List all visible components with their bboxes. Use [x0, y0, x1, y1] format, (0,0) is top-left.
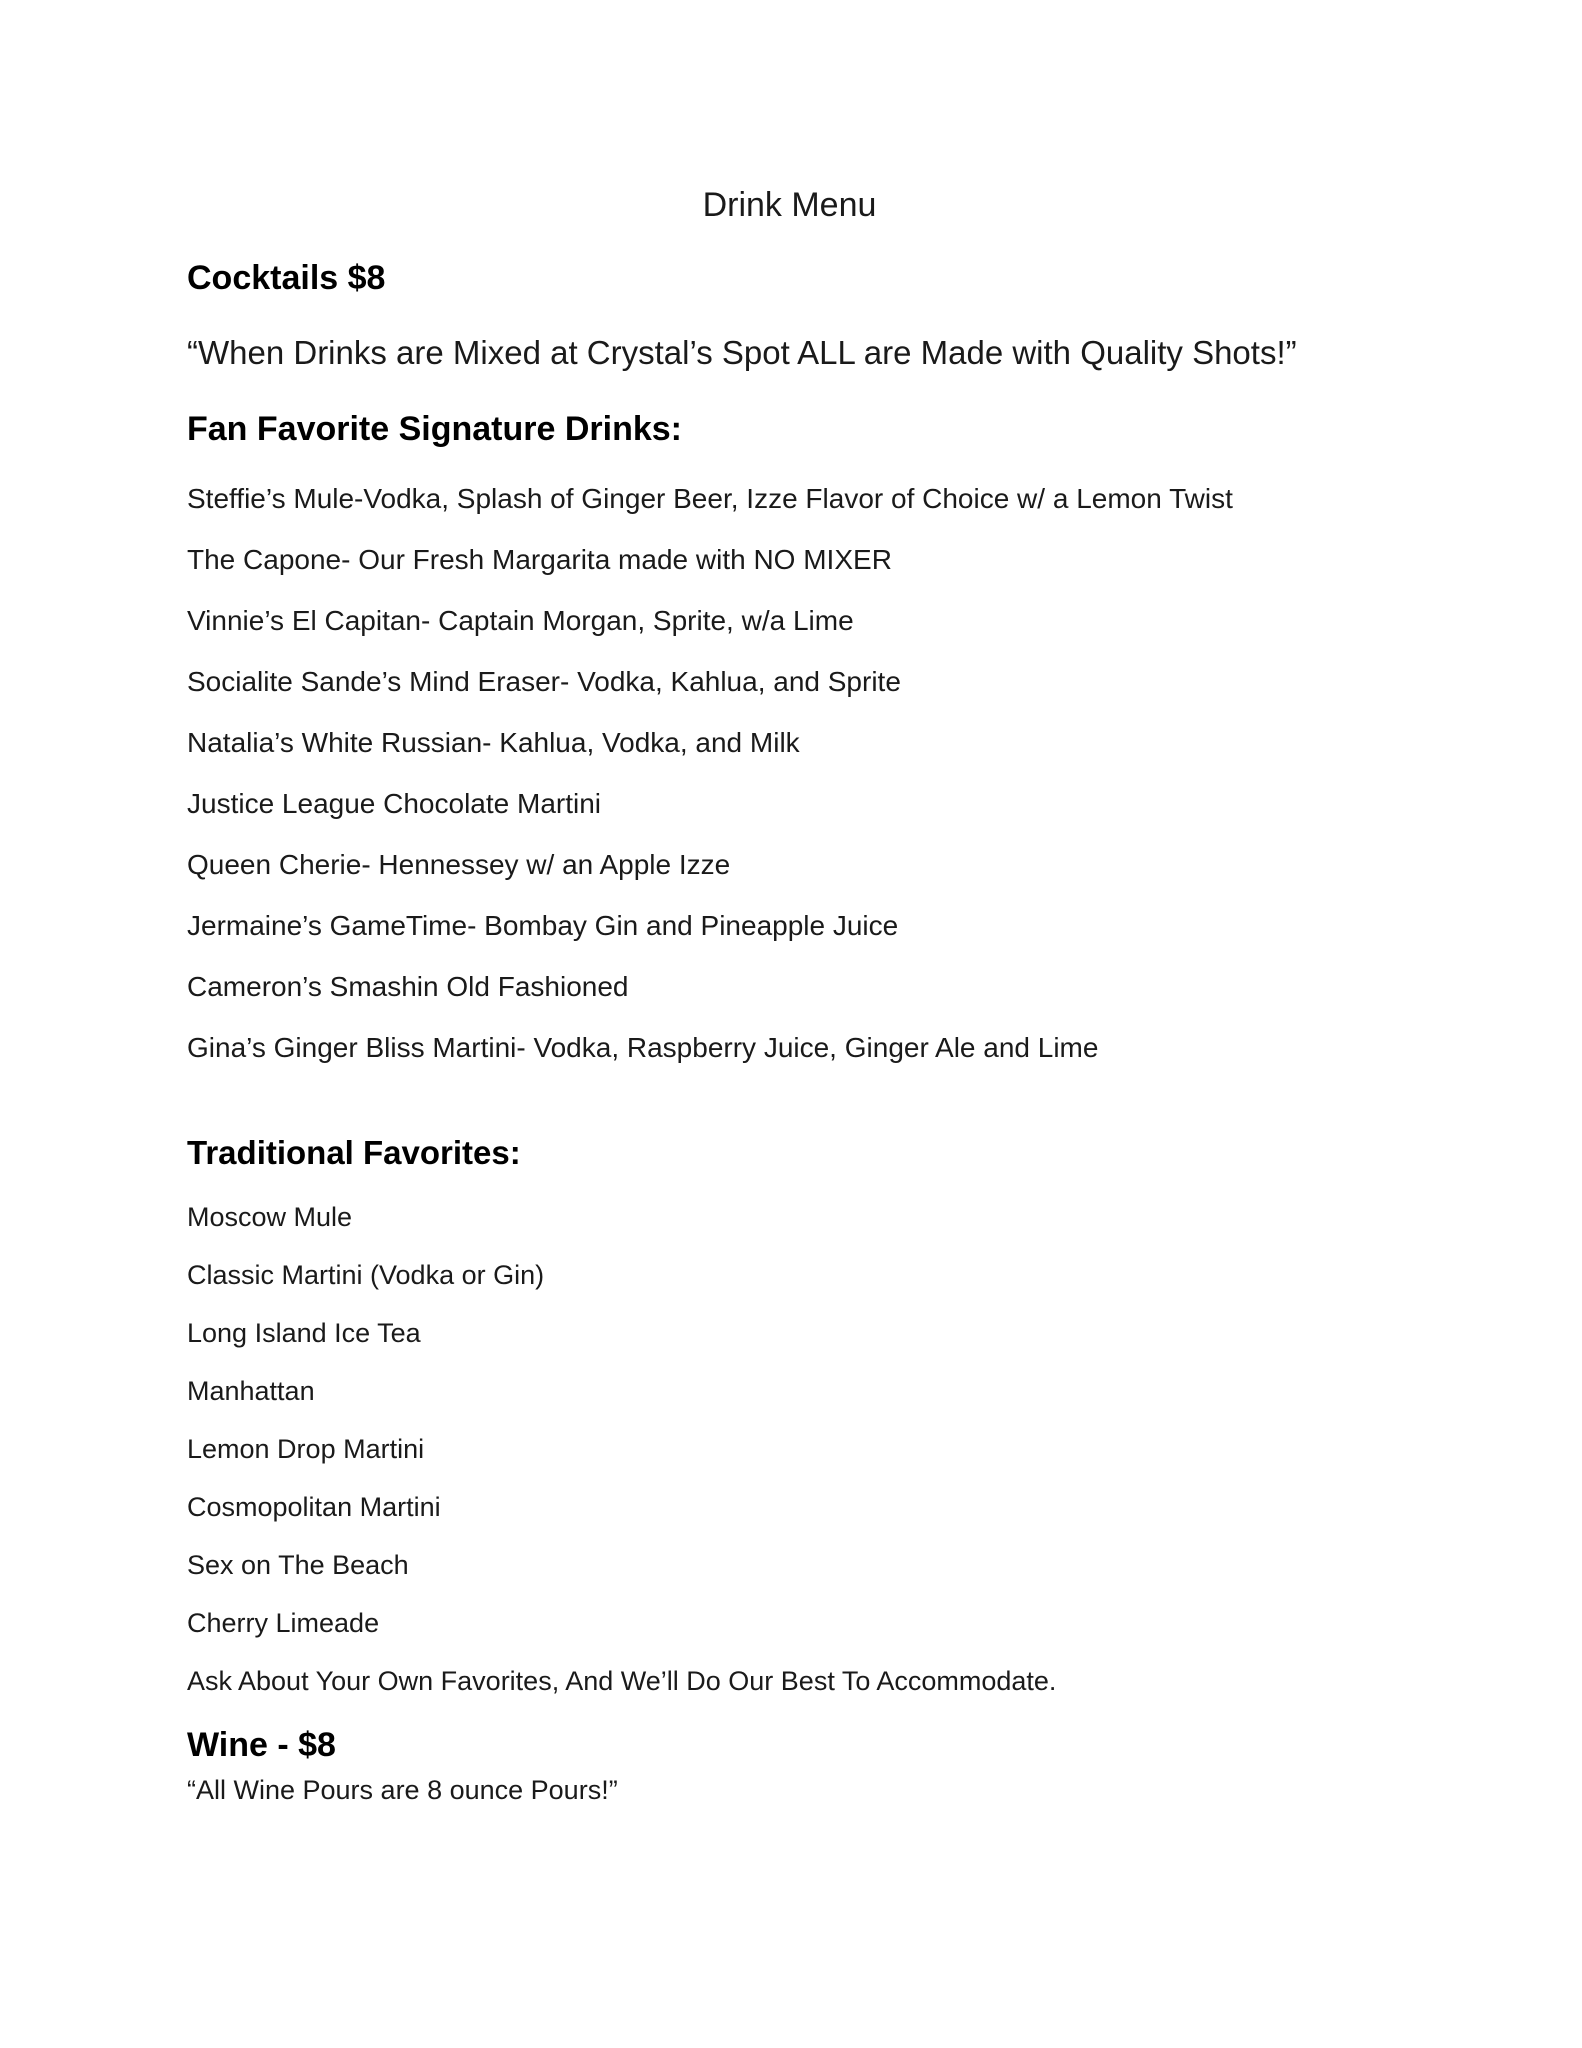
menu-item: Manhattan	[187, 1376, 315, 1406]
menu-item: Long Island Ice Tea	[187, 1318, 421, 1348]
menu-item: Cameron’s Smashin Old Fashioned	[187, 971, 629, 1002]
menu-item: Moscow Mule	[187, 1202, 353, 1232]
traditional-favorites-list	[187, 1204, 1392, 1695]
page-title: Drink Menu	[702, 186, 877, 224]
menu-item: Socialite Sande’s Mind Eraser- Vodka, Kahlua, and Sprite	[187, 666, 901, 697]
wine-section	[187, 1726, 1392, 1806]
traditional-favorites-section	[187, 1134, 1392, 1695]
section-heading-traditional: Traditional Favorites:	[187, 1134, 521, 1171]
menu-item: Justice League Chocolate Martini	[187, 788, 602, 819]
menu-item: Cosmopolitan Martini	[187, 1492, 441, 1522]
menu-item: Lemon Drop Martini	[187, 1434, 425, 1464]
fan-favorites-list	[187, 485, 1392, 1062]
menu-item: Vinnie’s El Capitan- Captain Morgan, Sprite, w/a Lime	[187, 605, 854, 636]
section-heading-fan-favorites: Fan Favorite Signature Drinks:	[187, 410, 682, 448]
menu-item: Sex on The Beach	[187, 1550, 409, 1580]
menu-item: Natalia’s White Russian- Kahlua, Vodka, and Milk	[187, 727, 800, 758]
menu-item: Ask About Your Own Favorites, And We’ll Do Our Best To Accommodate.	[187, 1666, 1057, 1696]
menu-item: The Capone- Our Fresh Margarita made with NO MIXER	[187, 544, 892, 575]
menu-item: Cherry Limeade	[187, 1608, 380, 1638]
section-heading-wine: Wine - $8	[187, 1726, 336, 1764]
menu-item: Jermaine’s GameTime- Bombay Gin and Pineapple Juice	[187, 910, 899, 941]
section-heading-cocktails: Cocktails $8	[187, 259, 386, 297]
menu-item: Gina’s Ginger Bliss Martini- Vodka, Raspberry Juice, Ginger Ale and Lime	[187, 1032, 1099, 1063]
menu-item: Queen Cherie- Hennessey w/ an Apple Izze	[187, 849, 731, 880]
menu-item: Classic Martini (Vodka or Gin)	[187, 1260, 545, 1290]
cocktails-tagline: “When Drinks are Mixed at Crystal’s Spot ALL are Made with Quality Shots!”	[187, 334, 1297, 371]
wine-caption: “All Wine Pours are 8 ounce Pours!”	[187, 1775, 618, 1805]
menu-item: Steffie’s Mule-Vodka, Splash of Ginger Beer, Izze Flavor of Choice w/ a Lemon Twist	[187, 483, 1233, 514]
